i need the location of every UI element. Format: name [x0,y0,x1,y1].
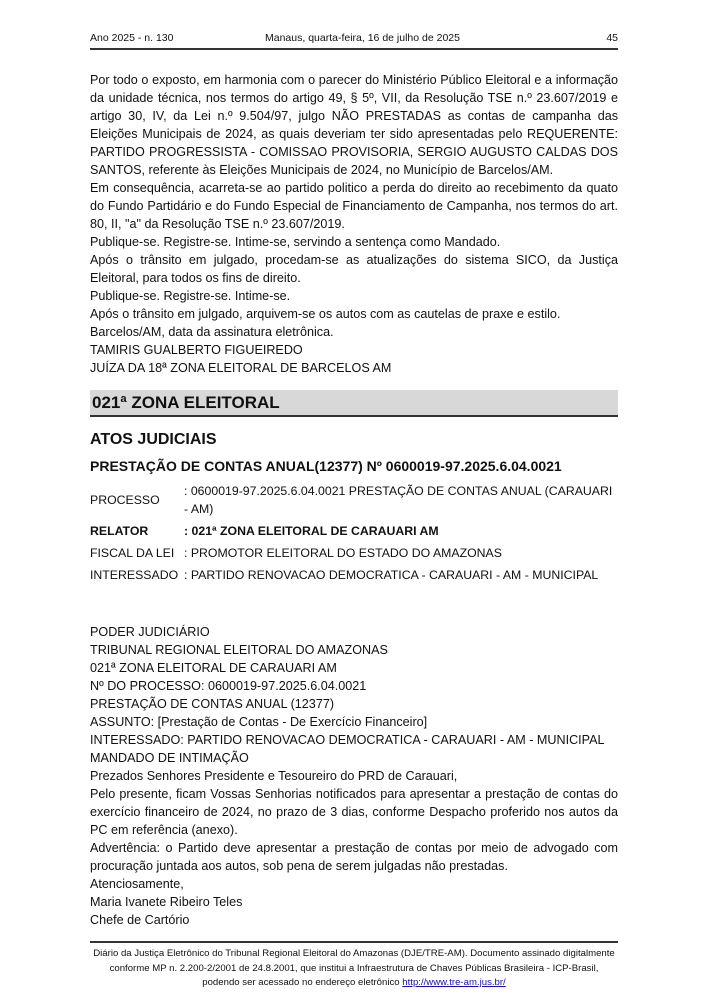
paragraph: Após o trânsito em julgado, arquivem-se os autos com as cautelas de praxe e estilo. [90,307,561,321]
paragraph: Maria Ivanete Ribeiro Teles [90,895,243,909]
paragraph: INTERESSADO: PARTIDO RENOVACAO DEMOCRATICA - CARAUARI - AM - MUNICIPAL [90,733,605,747]
field-label: INTERESSADO [90,568,179,582]
field-value: : 021ª ZONA ELEITORAL DE CARAUARI AM [184,524,439,538]
paragraph: Advertência: o Partido deve apresentar a prestação de contas por meio de advogado com procuração juntada aos autos, sob pena de serem julgadas não prestadas. [90,841,618,873]
field-label: RELATOR [90,524,149,538]
field-row [90,543,618,565]
field-value: : PROMOTOR ELEITORAL DO ESTADO DO AMAZONAS [184,546,502,560]
category-heading: ATOS JUDICIAIS [90,431,217,448]
paragraph: 021ª ZONA ELEITORAL DE CARAUARI AM [90,661,337,675]
paragraph: Publique-se. Registre-se. Intime-se. [90,289,291,303]
case-fields [90,481,618,587]
paragraph: Pelo presente, ficam Vossas Senhorias notificados para apresentar a prestação de contas do exercício financeiro de 2024, no prazo de 3 dias, conforme Despacho proferido nos autos da PC em referência (anexo). [90,787,618,837]
footer-text: Diário da Justiça Eletrônico do Tribunal Regional Eleitoral do Amazonas (DJE/TRE-AM). Documento assinado digitalmente conforme MP n. 2.200-2/2001 de 24.8.2001, que institui a Infraestrutura de Chaves Públicas Brasileira - ICP-Brasil, podendo ser acessado no endereço eletrônico [93,948,615,988]
case-title: PRESTAÇÃO DE CONTAS ANUAL(12377) Nº 0600019-97.2025.6.04.0021 [90,458,562,474]
paragraph: TRIBUNAL REGIONAL ELEITORAL DO AMAZONAS [90,643,388,657]
field-value: : 0600019-97.2025.6.04.0021 PRESTAÇÃO DE CONTAS ANUAL (CARAUARI - AM) [184,484,613,516]
paragraph: PODER JUDICIÁRIO [90,625,210,639]
zone-title: 021ª ZONA ELEITORAL [90,390,618,417]
field-row [90,481,618,521]
field-label: FISCAL DA LEI [90,546,175,560]
page-number: 45 [606,32,618,44]
paragraph: TAMIRIS GUALBERTO FIGUEIREDO [90,343,303,357]
paragraph: MANDADO DE INTIMAÇÃO [90,751,249,765]
paragraph: JUÍZA DA 18ª ZONA ELEITORAL DE BARCELOS AM [90,361,392,375]
page-header [90,30,618,50]
field-row [90,565,618,587]
paragraph: Nº DO PROCESSO: 0600019-97.2025.6.04.0021 [90,679,367,693]
paragraph: Em consequência, acarreta-se ao partido politico a perda do direito ao recebimento da quato do Fundo Partidário e do Fundo Especial de Financiamento de Campanha, nos termos do art. 80, II, "a" da Resolução TSE n.º 23.607/2019. [90,181,618,231]
page-footer [90,941,618,991]
paragraph: Por todo o exposto, em harmonia com o parecer do Ministério Público Eleitoral e a informação da unidade técnica, nos termos do artigo 49, § 5º, VII, da Resolução TSE n.º 23.607/2019 e artigo 30, IV, da Lei n.º 9.504/97, julgo NÃO PRESTADAS as contas de campanha das Eleições Municipais de 2024, as quais deveriam ter sido apresentadas pelo REQUERENTE: PARTIDO PROGRESSISTA - COMISSAO PROVISORIA, SERGIO AUGUSTO CALDAS DOS SANTOS, referente às Eleições Municipais de 2024, no Município de Barcelos/AM. [90,73,618,177]
page-body [90,71,618,929]
intro-text [90,71,618,377]
issue-date: Manaus, quarta-feira, 16 de julho de 2025 [265,32,460,44]
paragraph: Barcelos/AM, data da assinatura eletrônica. [90,325,334,339]
field-row [90,521,618,543]
paragraph: Após o trânsito em julgado, procedam-se as atualizações do sistema SICO, da Justiça Eleitoral, para todos os fins de direito. [90,253,618,285]
paragraph: Chefe de Cartório [90,913,190,927]
field-label: PROCESSO [90,493,160,507]
mandado-text [90,623,618,929]
paragraph: Publique-se. Registre-se. Intime-se, servindo a sentença como Mandado. [90,235,501,249]
paragraph: ASSUNTO: [Prestação de Contas - De Exercício Financeiro] [90,715,428,729]
issue-number: Ano 2025 - n. 130 [90,32,174,44]
footer-link[interactable]: http://www.tre-am.jus.br/ [402,977,506,988]
paragraph: Prezados Senhores Presidente e Tesoureiro do PRD de Carauari, [90,769,458,783]
field-value: : PARTIDO RENOVACAO DEMOCRATICA - CARAUARI - AM - MUNICIPAL [184,568,599,582]
paragraph: PRESTAÇÃO DE CONTAS ANUAL (12377) [90,697,335,711]
paragraph: Atenciosamente, [90,877,184,891]
